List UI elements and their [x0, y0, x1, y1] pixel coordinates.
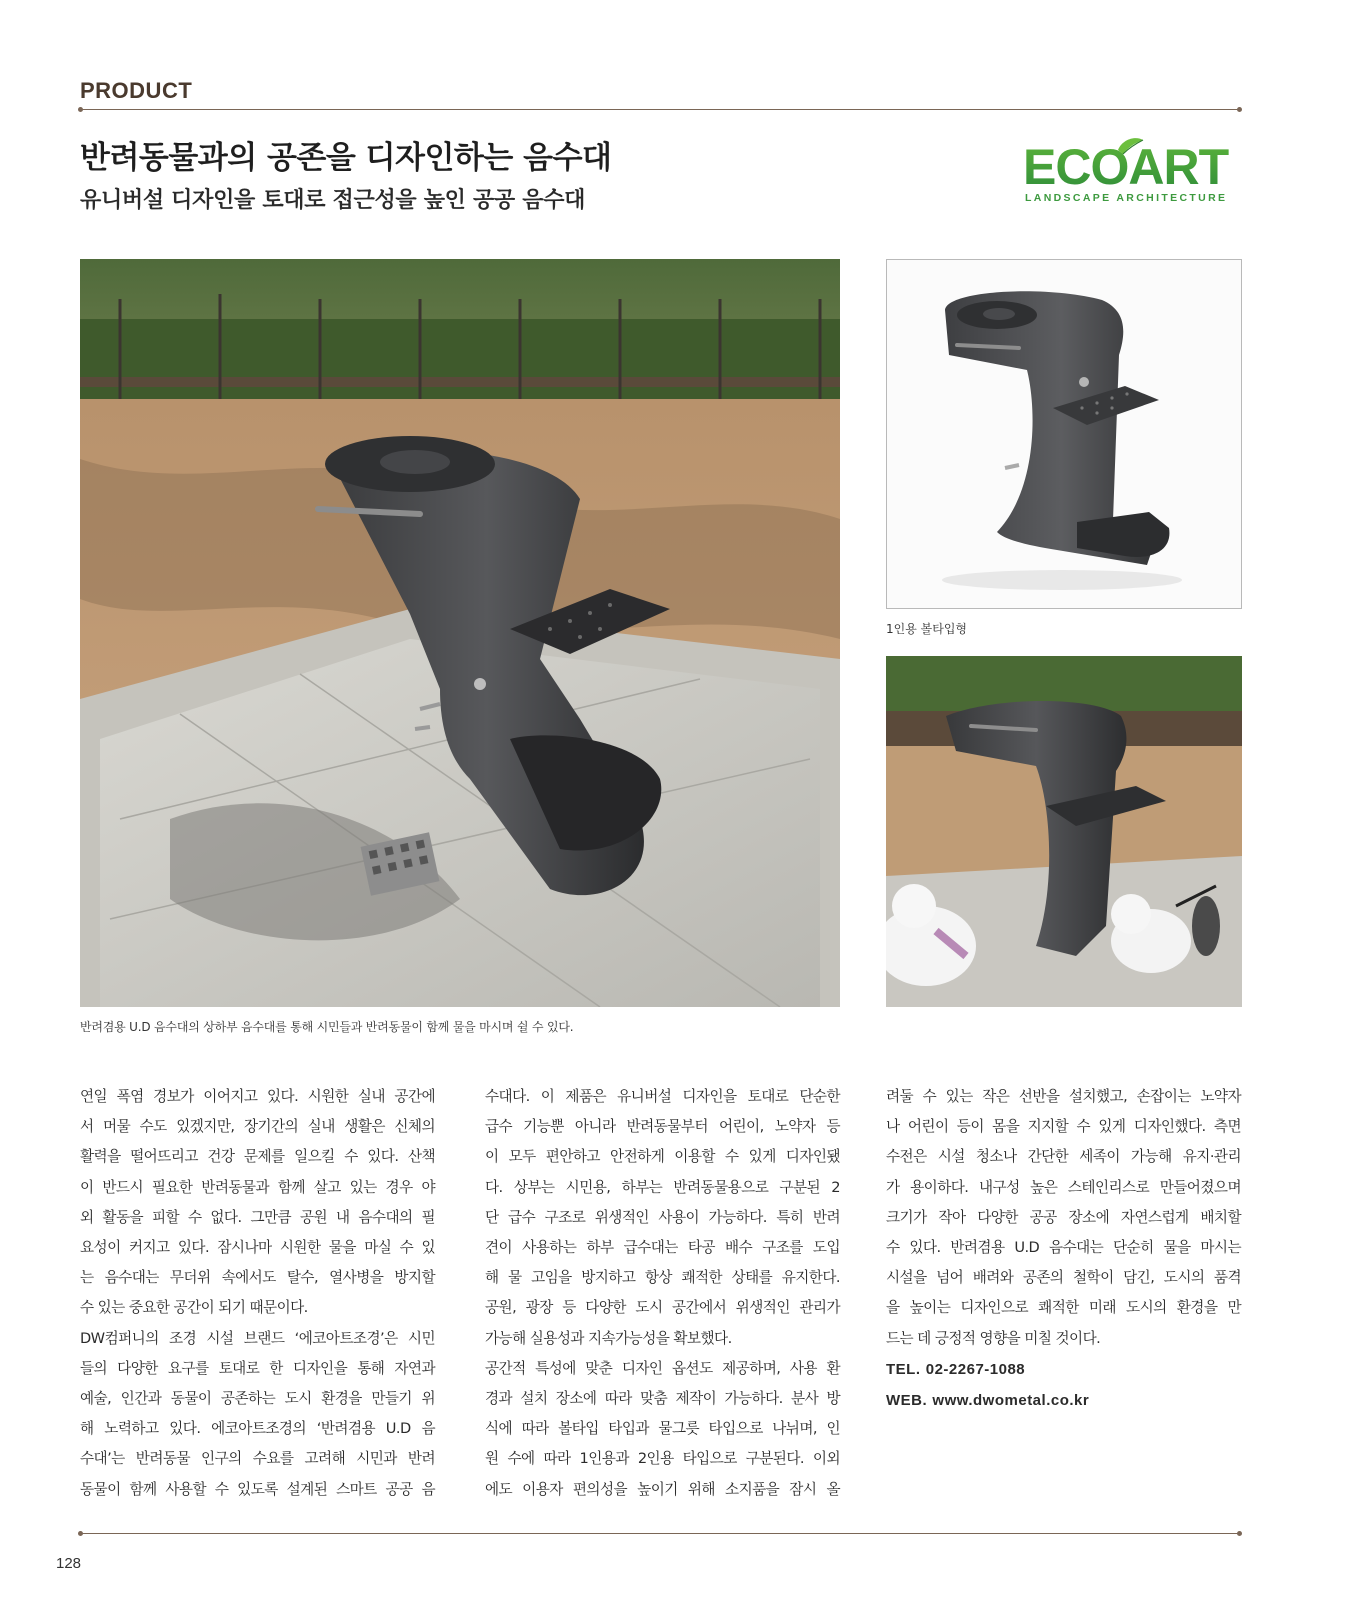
- body-line: 가능해 실용성과 지속가능성을 확보했다.: [485, 1329, 732, 1347]
- body-line: 동물이 함께 사용할 수 있도록 설계된 스마트 공공 음: [80, 1480, 435, 1498]
- body-line: 나 어린이 등이 몸을 지지할 수 있게 디자인했다. 측면: [886, 1118, 1241, 1136]
- body-line: 외 활동을 피할 수 없다. 그만큼 공원 내 음수대의 필: [80, 1208, 435, 1226]
- body-line: 활력을 떨어뜨리고 건강 문제를 일으킬 수 있다. 산책: [80, 1148, 435, 1166]
- side-photo: [886, 656, 1242, 1007]
- article-column-1: [80, 1082, 435, 1505]
- body-line: 요성이 커지고 있다. 잠시나마 시원한 물을 마실 수 있: [80, 1239, 435, 1257]
- body-line: 예술, 인간과 동물이 공존하는 도시 환경을 만들기 위: [80, 1390, 435, 1408]
- contact-web: [886, 1385, 1241, 1416]
- contact-tel: [886, 1354, 1241, 1385]
- body-line: 이 모두 편안하고 안전하게 이용할 수 있게 디자인됐: [485, 1148, 840, 1166]
- section-label: PRODUCT: [80, 78, 193, 103]
- body-line: 경과 설치 장소에 따라 맞춤 제작이 가능하다. 분사 방: [485, 1390, 840, 1408]
- body-line: 원 수에 따라 1인용과 2인용 타입으로 구분된다. 이외: [485, 1450, 840, 1468]
- body-line: 식에 따라 볼타입 타입과 물그릇 타입으로 나뉘며, 인: [485, 1420, 840, 1438]
- main-photo-caption: 반려겸용 U.D 음수대의 상하부 음수대를 통해 시민들과 반려동물이 함께 물을 마시며 쉴 수 있다.: [80, 1020, 574, 1034]
- body-line: 크기가 작아 다양한 공공 장소에 자연스럽게 배치할: [886, 1208, 1241, 1226]
- article-title: 반려동물과의 공존을 디자인하는 음수대: [80, 140, 612, 176]
- drinking-fountain-park-image: [80, 259, 840, 1007]
- fountain-render-image: [887, 260, 1242, 609]
- body-line: 수대’는 반려동물 인구의 수요를 고려해 시민과 반려: [80, 1450, 435, 1468]
- body-line: 수 있다. 반려겸용 U.D 음수대는 단순히 물을 마시는: [886, 1239, 1241, 1257]
- body-line: 려둘 수 있는 작은 선반을 설치했고, 손잡이는 노약자: [886, 1088, 1241, 1105]
- body-line: 수 있는 중요한 공간이 되기 때문이다.: [80, 1299, 308, 1317]
- web-url[interactable]: www.dwometal.co.kr: [932, 1392, 1090, 1410]
- body-line: 단 급수 구조로 위생적인 사용이 가능하다. 특히 반려: [485, 1208, 840, 1226]
- body-line: 해 물 고임을 방지하고 항상 쾌적한 상태를 유지한다.: [485, 1269, 840, 1287]
- render-caption: 1인용 볼타입형: [886, 622, 968, 636]
- main-photo: [80, 259, 840, 1007]
- body-line: 들의 다양한 요구를 토대로 한 디자인을 통해 자연과: [80, 1359, 435, 1377]
- web-label: WEB.: [886, 1392, 928, 1410]
- product-render: [886, 259, 1242, 609]
- body-line: 이 반드시 필요한 반려동물과 함께 살고 있는 경우 야: [80, 1178, 435, 1196]
- body-line: 시설을 넘어 배려와 공존의 철학이 담긴, 도시의 품격: [886, 1269, 1241, 1287]
- body-line: 에도 이용자 편의성을 높이기 위해 소지품을 잠시 올: [485, 1480, 840, 1498]
- article-column-2: [485, 1082, 840, 1505]
- body-line: 서 머물 수도 있겠지만, 장기간의 실내 생활은 신체의: [80, 1118, 435, 1136]
- body-line: 연일 폭염 경보가 이어지고 있다. 시원한 실내 공간에: [80, 1088, 435, 1105]
- body-line: 해 노력하고 있다. 에코아트조경의 ‘반려겸용 U.D 음: [80, 1420, 435, 1438]
- header-rule: [80, 109, 1240, 110]
- body-line: 공간적 특성에 맞춘 디자인 옵션도 제공하며, 사용 환: [485, 1359, 840, 1377]
- svg-text:ECOART: ECOART: [1023, 139, 1229, 195]
- svg-text:LANDSCAPE ARCHITECTURE: LANDSCAPE ARCHITECTURE: [1025, 192, 1228, 204]
- body-line: 는 음수대는 무더위 속에서도 탈수, 열사병을 방지할: [80, 1269, 435, 1287]
- tel-label: TEL.: [886, 1360, 921, 1378]
- body-line: 급수 기능뿐 아니라 반려동물부터 어린이, 노약자 등: [485, 1118, 840, 1136]
- ecoart-logo: [1023, 138, 1240, 206]
- body-line: DW컴퍼니의 조경 시설 브랜드 ‘에코아트조경’은 시민: [80, 1329, 435, 1347]
- body-line: 수대다. 이 제품은 유니버설 디자인을 토대로 단순한: [485, 1088, 840, 1105]
- fountain-with-dogs-image: [886, 656, 1242, 1007]
- tel-number: 02-2267-1088: [925, 1360, 1026, 1378]
- page-number: 128: [56, 1555, 82, 1572]
- footer-rule: [80, 1533, 1240, 1534]
- body-line: 수전은 시설 청소나 간단한 세족이 가능해 유지·관리: [886, 1148, 1241, 1166]
- article-column-3: [886, 1082, 1241, 1416]
- body-line: 다. 상부는 시민용, 하부는 반려동물용으로 구분된 2: [485, 1178, 840, 1196]
- body-line: 가 용이하다. 내구성 높은 스테인리스로 만들어졌으며: [886, 1178, 1241, 1196]
- article-subtitle: 유니버설 디자인을 토대로 접근성을 높인 공공 음수대: [80, 188, 586, 213]
- body-line: 공원, 광장 등 다양한 도시 공간에서 위생적인 관리가: [485, 1299, 840, 1317]
- body-line: 드는 데 긍정적 영향을 미칠 것이다.: [886, 1329, 1101, 1347]
- body-line: 을 높이는 디자인으로 쾌적한 미래 도시의 환경을 만: [886, 1299, 1241, 1317]
- body-line: 견이 사용하는 하부 급수대는 타공 배수 구조를 도입: [485, 1239, 840, 1257]
